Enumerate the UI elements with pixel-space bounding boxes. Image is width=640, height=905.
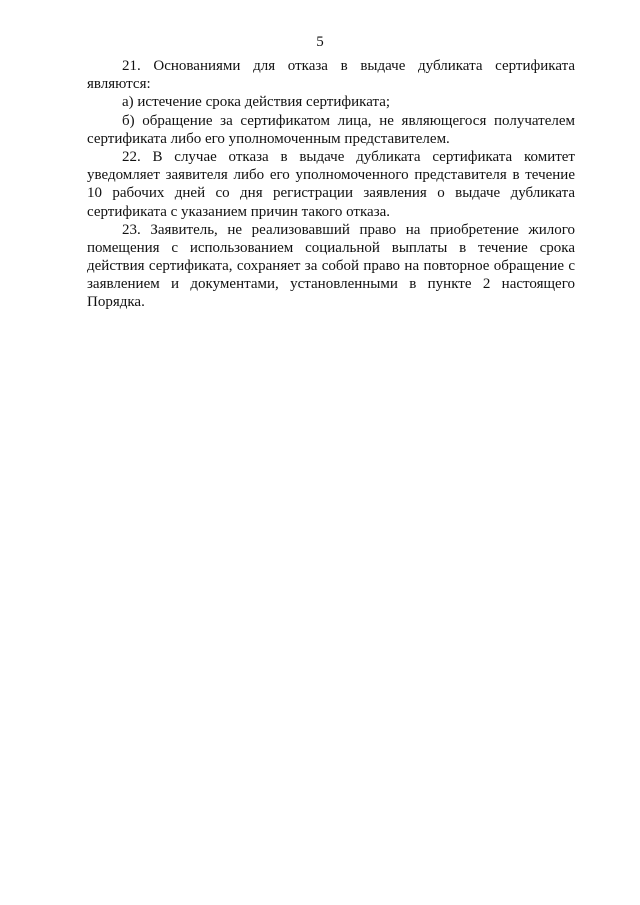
paragraph-23-line-5: Порядка.: [87, 294, 145, 311]
item-a-line-1: а) истечение срока действия сертификата;: [122, 94, 391, 111]
paragraph-21-line-2: являются:: [87, 76, 151, 93]
page-number: 5: [316, 34, 324, 50]
document-body: [87, 57, 575, 312]
item-b-line-1: б) обращение за сертификатом лица, не являющегося получателем: [122, 112, 575, 129]
paragraph-23-line-2: помещения с использованием социальной выплаты в течение срока: [87, 239, 575, 256]
paragraph-22-line-1: 22. В случае отказа в выдаче дубликата сертификата комитет: [122, 148, 575, 165]
paragraph-23-line-3: действия сертификата, сохраняет за собой право на повторное обращение с: [87, 258, 575, 275]
paragraph-23-line-4: заявлением и документами, установленными в пункте 2 настоящего: [87, 276, 575, 293]
paragraph-22-line-4: сертификата с указанием причин такого отказа.: [87, 203, 391, 220]
paragraph-23-line-1: 23. Заявитель, не реализовавший право на приобретение жилого: [122, 221, 575, 238]
paragraph-21-line-1: 21. Основаниями для отказа в выдаче дубликата сертификата: [122, 58, 575, 74]
paragraph-22-line-2: уведомляет заявителя либо его уполномоченного представителя в течение: [87, 167, 575, 184]
paragraph-22-line-3: 10 рабочих дней со дня регистрации заявления о выдаче дубликата: [87, 185, 575, 202]
item-b-line-2: сертификата либо его уполномоченным представителем.: [87, 130, 450, 147]
